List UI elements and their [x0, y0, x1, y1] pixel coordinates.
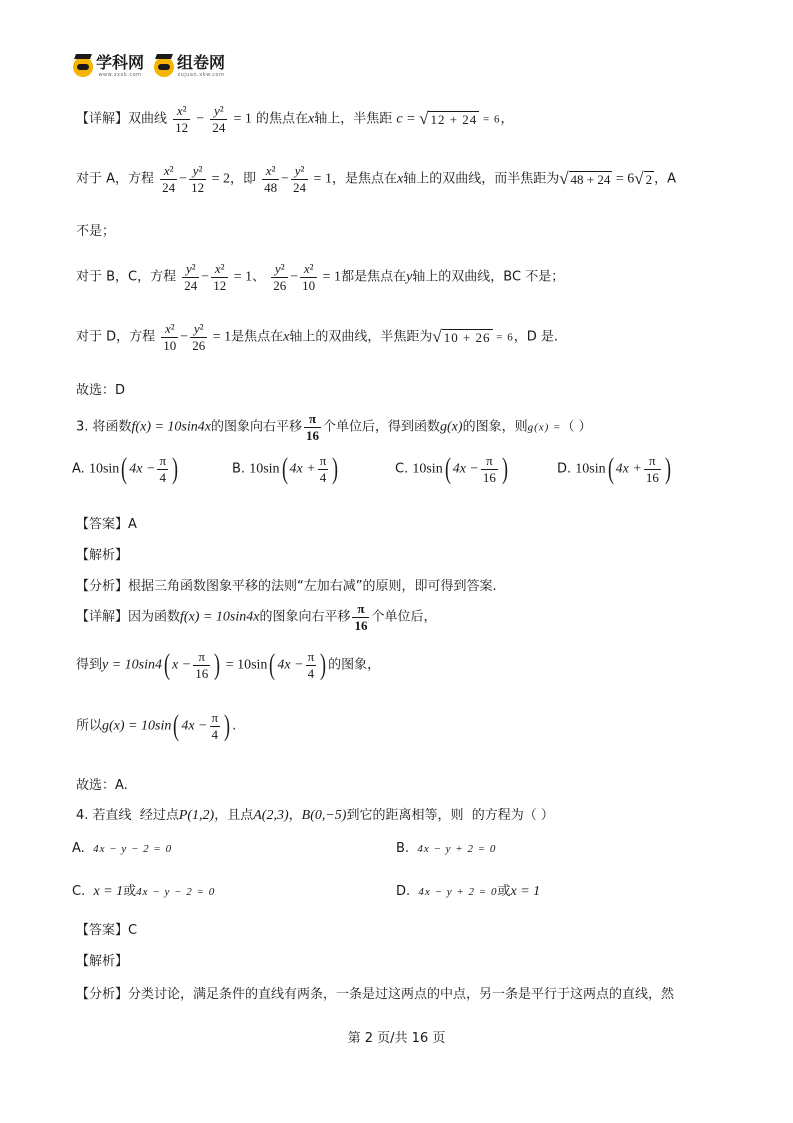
- q3-option-c[interactable]: C. 10sin( 4x − $\frac{\pi}{16}$ ): [395, 452, 508, 486]
- paragraph-option-d: 对于 D，方程 $\frac{\text{x²}}{10}$ − $\frac{\text{y²}}{26}$ = 1是焦点在x轴上的双曲线，半焦距为√ 10 + 26 = 6，D 是.: [76, 321, 559, 353]
- q4-answer: 【答案】C: [76, 923, 138, 938]
- question-3-stem: 3. 将函数f(x) = 10sin4x的图象向右平移 $\frac{\pi}{16}$ 个单位后，得到函数g(x)的图象，则g(x) =（ ）: [76, 411, 592, 443]
- q4-analysis-heading: 【解析】: [76, 954, 129, 969]
- fraction: $\frac{\pi}{16}$: [306, 411, 319, 443]
- q4-option-d[interactable]: D. 4x − y + 2 = 0或x = 1: [396, 884, 541, 899]
- q4-option-c[interactable]: C. x = 1或4x − y − 2 = 0: [72, 884, 216, 899]
- sqrt: √ 12 + 24: [419, 109, 478, 129]
- q4-fenxi: 【分析】分类讨论，满足条件的直线有两条，一条是过这两点的中点，另一条是平行于这两点的直线，然: [76, 987, 675, 1002]
- q3-option-a[interactable]: A. 10sin( 4x − $\frac{\pi}{4}$ ): [72, 452, 179, 486]
- header-logos: [73, 56, 225, 78]
- q4-option-b[interactable]: B. 4x − y + 2 = 0: [396, 841, 497, 856]
- mascot-icon: [154, 57, 174, 77]
- xkw-logo: [73, 56, 144, 78]
- q4-option-a[interactable]: A. 4x − y − 2 = 0: [72, 841, 173, 856]
- fraction: $\frac{\text{y²}}{24}$: [212, 103, 226, 135]
- page-footer: 第 2 页/共 16 页: [347, 1031, 446, 1046]
- q3-choice: 故选：A.: [76, 778, 128, 793]
- paragraph-option-a-cont: 不是；: [76, 224, 116, 239]
- q3-detail: 【详解】因为函数f(x) = 10sin4x的图象向右平移 $\frac{\pi}{16}$ 个单位后，: [76, 601, 437, 633]
- logo-name: 学科网: [96, 55, 145, 72]
- fraction: $\frac{\text{x²}}{12}$: [175, 103, 189, 135]
- q3-fenxi: 【分析】根据三角函数图象平移的法则“左加右减”的原则，即可得到答案.: [76, 579, 497, 594]
- zujuan-logo: [154, 56, 225, 78]
- logo-url: www.zxxk.com: [98, 72, 142, 78]
- q3-analysis-heading: 【解析】: [76, 548, 129, 563]
- paragraph-option-a: 对于 A，方程 $\frac{\text{x²}}{24}$ − $\frac{\text{y²}}{12}$ = 2，即 $\frac{\text{x²}}{48}$ − $\frac{\text{y²}}{24}$ = 1，是焦点在x轴上的双曲线，而半焦距为√ 48 + 24 = 6√ 2 ，A: [76, 163, 677, 195]
- q3-conclusion: 所以g(x) = 10sin( 4x − $\frac{\pi}{4}$ ) .: [76, 709, 237, 743]
- q3-derivation: 得到y = 10sin4( x − $\frac{\pi}{16}$ ) = 10sin( 4x − $\frac{\pi}{4}$ ) 的图象，: [76, 648, 381, 682]
- mascot-icon: [73, 57, 93, 77]
- logo-url: zujuan.xkw.com: [177, 72, 225, 78]
- q3-option-d[interactable]: D. 10sin( 4x + $\frac{\pi}{16}$ ): [557, 452, 671, 486]
- q3-option-b[interactable]: B. 10sin( 4x + $\frac{\pi}{4}$ ): [232, 452, 339, 486]
- q3-answer: 【答案】A: [76, 517, 137, 532]
- choice-line: 故选：D: [76, 383, 126, 398]
- logo-name: 组卷网: [177, 55, 226, 72]
- question-4-stem: 4. 若直线 经过点P(1,2)，且点A(2,3)，B(0,−5)到它的距离相等，则 的方程为（ ）: [76, 808, 554, 823]
- paragraph-detail-hyperbola: 【详解】双曲线 $\frac{\text{x²}}{12}$ − $\frac{\text{y²}}{24}$ = 1 的焦点在x轴上，半焦距 c = √ 12 + 24 = 6，: [76, 103, 514, 135]
- paragraph-option-bc: 对于 B，C，方程 $\frac{\text{y²}}{24}$ − $\frac{\text{x²}}{12}$ = 1、 $\frac{\text{y²}}{26}$ − $\frac{\text{x²}}{10}$ = 1都是焦点在y轴上的双曲线，BC 不是；: [76, 261, 565, 293]
